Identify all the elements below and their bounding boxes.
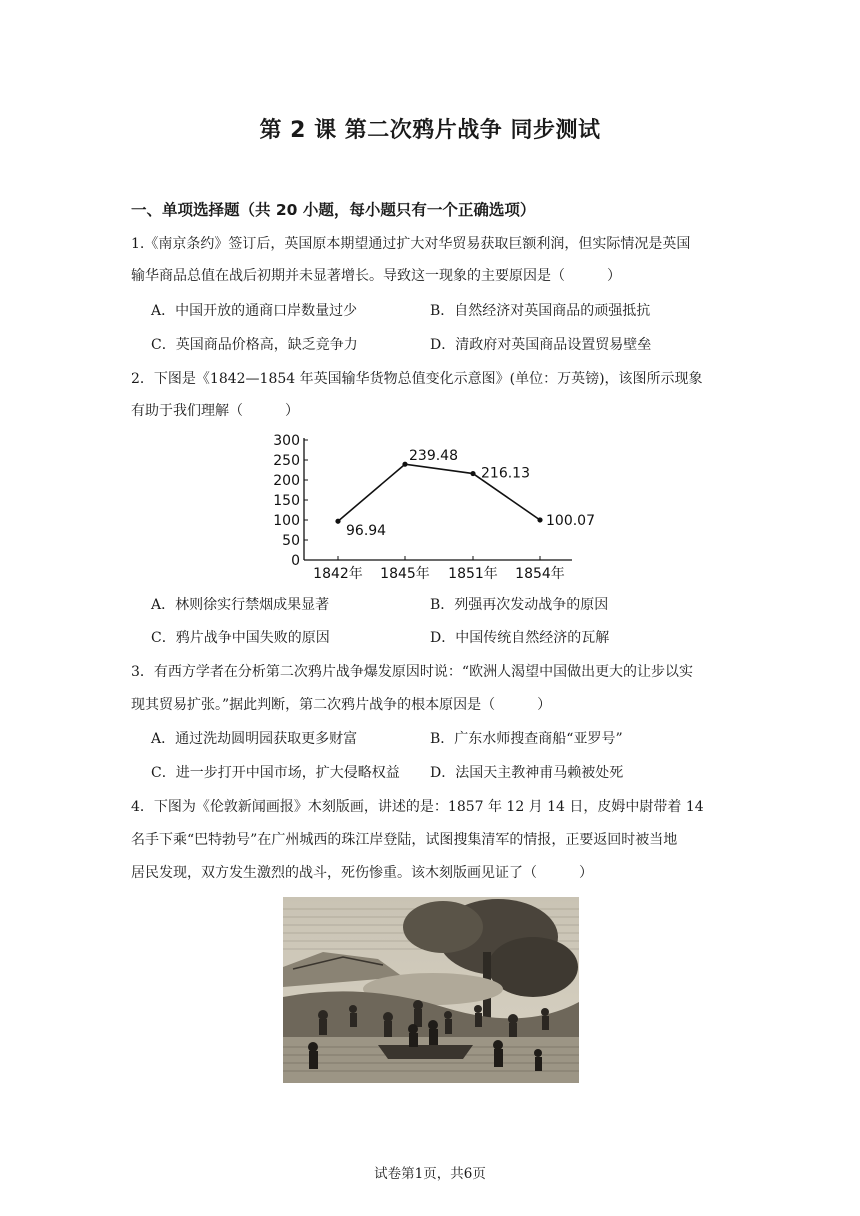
data-label: 100.07 xyxy=(546,512,595,529)
x-tick-label: 1851年 xyxy=(448,566,498,582)
question-2-option-c[interactable]: C．鸦片战争中国失败的原因 xyxy=(151,630,330,646)
question-2-option-b[interactable]: B．列强再次发动战争的原因 xyxy=(430,597,609,613)
x-tick-label: 1854年 xyxy=(515,566,565,582)
question-3-stem-line-2: 现其贸易扩张。”据此判断，第二次鸦片战争的根本原因是（ ） xyxy=(131,697,552,713)
data-point xyxy=(537,517,542,522)
page-footer: 试卷第1页，共6页 xyxy=(374,1166,486,1182)
question-1-option-a[interactable]: A．中国开放的通商口岸数量过少 xyxy=(151,303,358,319)
data-point xyxy=(470,471,475,476)
question-4-stem-line-2: 名手下乘“巴特勃号”在广州城西的珠江岸登陆，试图搜集清军的情报，正要返回时被当地 xyxy=(131,832,678,848)
question-3-stem-line-1: 3．有西方学者在分析第二次鸦片战争爆发原因时说：“欧洲人渴望中国做出更大的让步以实 xyxy=(131,664,694,680)
data-label: 216.13 xyxy=(481,465,530,482)
y-tick-label: 0 xyxy=(291,553,300,569)
y-tick-label: 300 xyxy=(273,433,300,449)
question-4-stem-line-1: 4．下图为《伦敦新闻画报》木刻版画，讲述的是：1857 年 12 月 14 日，皮姆中尉带着 14 xyxy=(131,799,704,815)
question-2-option-d[interactable]: D．中国传统自然经济的瓦解 xyxy=(430,630,610,646)
x-tick-label: 1845年 xyxy=(380,566,430,582)
section-heading: 一、单项选择题（共 20 小题，每小题只有一个正确选项） xyxy=(131,201,536,219)
y-tick-label: 100 xyxy=(273,513,300,529)
question-3-option-a[interactable]: A．通过洗劫圆明园获取更多财富 xyxy=(151,731,358,747)
question-1-stem-line-2: 输华商品总值在战后初期并未显著增长。导致这一现象的主要原因是（ ） xyxy=(131,268,621,284)
data-label: 96.94 xyxy=(346,523,387,540)
data-point xyxy=(402,462,407,467)
y-tick-label: 50 xyxy=(282,533,300,549)
question-1-option-b[interactable]: B．自然经济对英国商品的顽强抵抗 xyxy=(430,303,651,319)
question-4-stem-line-3: 居民发现，双方发生激烈的战斗，死伤惨重。该木刻版画见证了（ ） xyxy=(131,865,593,881)
question-3-option-c[interactable]: C．进一步打开中国市场，扩大侵略权益 xyxy=(151,765,400,781)
question-1-option-c[interactable]: C．英国商品价格高，缺乏竞争力 xyxy=(151,337,358,353)
question-2-option-a[interactable]: A．林则徐实行禁烟成果显著 xyxy=(151,597,330,613)
question-3-option-b[interactable]: B．广东水师搜查商船“亚罗号” xyxy=(430,731,623,747)
y-tick-label: 150 xyxy=(273,493,300,509)
page-title: 第 2 课 第二次鸦片战争 同步测试 xyxy=(259,118,601,143)
woodcut-illustration xyxy=(283,897,579,1083)
line-chart xyxy=(0,428,860,588)
y-tick-label: 250 xyxy=(273,453,300,469)
data-point xyxy=(335,519,340,524)
question-1-option-d[interactable]: D．清政府对英国商品设置贸易壁垒 xyxy=(430,337,652,353)
data-label: 239.48 xyxy=(409,448,458,465)
x-tick-label: 1842年 xyxy=(313,566,363,582)
question-1-stem-line-1: 1.《南京条约》签订后，英国原本期望通过扩大对华贸易获取巨额利润，但实际情况是英国 xyxy=(131,236,691,252)
question-3-option-d[interactable]: D．法国天主教神甫马赖被处死 xyxy=(430,765,624,781)
question-2-stem-line-2: 有助于我们理解（ ） xyxy=(131,403,299,419)
y-tick-label: 200 xyxy=(273,473,300,489)
question-2-stem-line-1: 2．下图是《1842—1854 年英国输华货物总值变化示意图》(单位：万英镑)，该图所示现象 xyxy=(131,371,703,387)
